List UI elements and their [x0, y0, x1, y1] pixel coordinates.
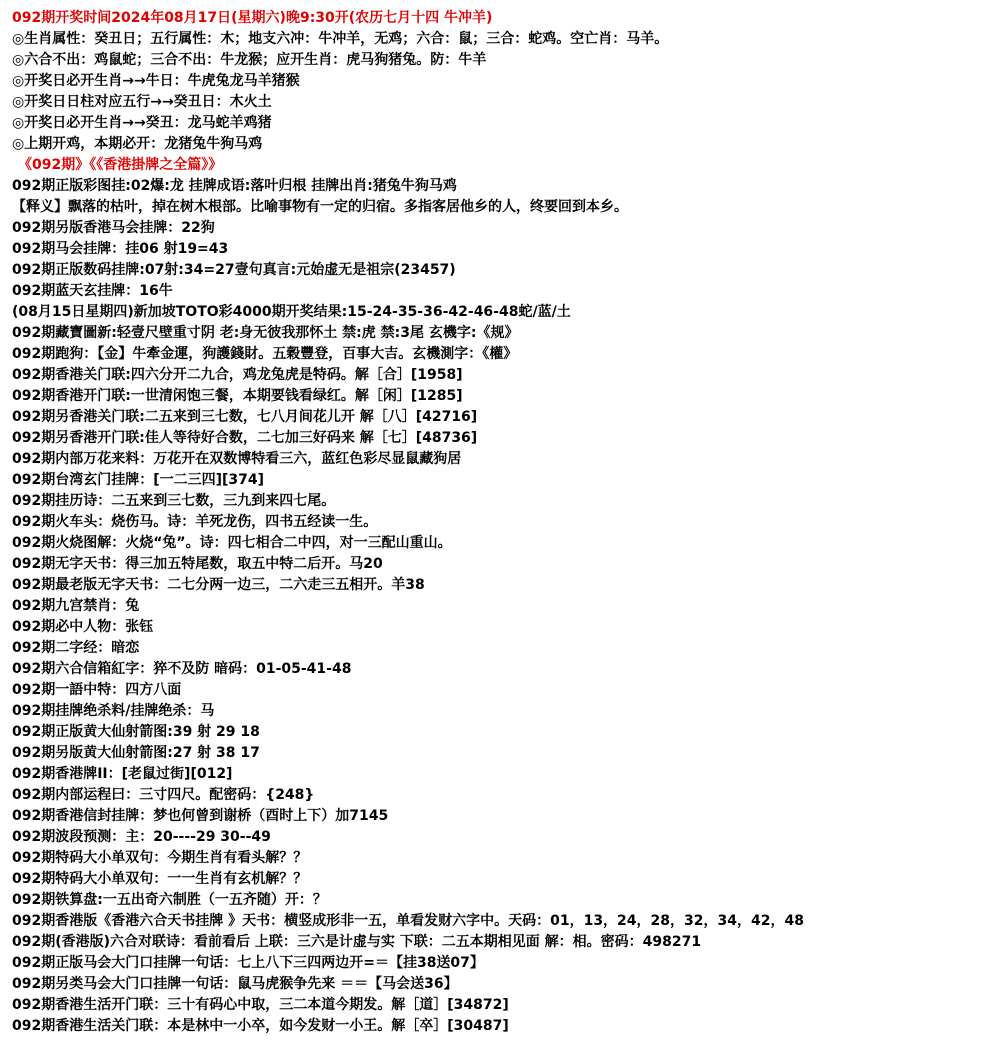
text-line: 092期火车头：烧伤马。诗：羊死龙伤，四书五经读一生。: [12, 514, 378, 530]
must-open-zodiac-guichou-line: ◎开奖日必开生肖→→癸丑：龙马蛇羊鸡猪: [12, 115, 272, 131]
text-line: 092期二字经：暗恋: [12, 640, 140, 656]
text-line: 092期火烧图解：火烧“兔”。诗：四七相合二中四，对一三配山重山。: [12, 535, 452, 551]
text-line: 092期香港信封挂牌：梦也何曾到谢桥（酉时上下）加7145: [12, 808, 389, 824]
text-line: 092期(香港版)六合对联诗：看前看后 上联：三六是计虚与实 下联：二五本期相见面 解：相。密码：498271: [12, 934, 702, 950]
text-line: 092期挂历诗：二五来到三七数，三九到来四七尾。: [12, 493, 336, 509]
text-line: 092期九宫禁肖：兔: [12, 598, 140, 614]
text-line: 092期一語中特：四方八面: [12, 682, 182, 698]
text-line: 092期六合信箱紅字：猝不及防 暗码：01-05-41-48: [12, 661, 352, 677]
text-line: 092期香港生活关门联：本是林中一小卒，如今发财一小王。解［卒］[30487]: [12, 1018, 509, 1034]
text-line: 092期内部万花来料：万花开在双数博特看三六，蓝红色彩尽显鼠藏狗居: [12, 451, 462, 467]
section-heading: 《092期》《《香港掛牌之全篇》》: [18, 157, 223, 173]
text-line: 092期铁算盘:一五出奇六制胜（一五齐随）开：？: [12, 892, 327, 908]
last-period-line: ◎上期开鸡，本期必开：龙猪兔牛狗马鸡: [12, 136, 263, 152]
text-line: 092期香港关门联:四六分开二九合，鸡龙兔虎是特码。解［合］[1958]: [12, 367, 463, 383]
text-line: 092期另版黄大仙射箭图:27 射 38 17: [12, 745, 260, 761]
text-line: 092期特码大小单双句：一一生肖有玄机解？？: [12, 871, 308, 887]
liuhe-not-out-line: ◎六合不出：鸡鼠蛇；三合不出：牛龙猴；应开生肖：虎马狗猪兔。防：牛羊: [12, 52, 487, 68]
text-line: 092期香港牌II：[老鼠过街][012]: [12, 766, 233, 782]
text-line: 092期马会挂牌：挂06 射19=43: [12, 241, 229, 257]
text-line: 092期藏寶圖新:轻壹尺壁重寸阴 老:身无彼我那怀土 禁:虎 禁:3尾 玄機字:《规》: [12, 325, 519, 341]
color-chart-line: 092期正版彩图挂:02爆:龙 挂牌成语:落叶归根 挂牌出肖:猪兔牛狗马鸡: [12, 178, 457, 194]
text-line: 092期蓝天玄挂牌：16牛: [12, 283, 173, 299]
document-body: [12, 8, 992, 1037]
draw-time-line: 092期开奖时间2024年08月17日(星期六)晚9:30开(农历七月十四 牛冲羊): [12, 10, 493, 26]
text-line: 092期正版马会大门口挂牌一句话：七上八下三四两边开=＝【挂38送07】: [12, 955, 484, 971]
text-line: 092期最老版无字天书：二七分两一边三，二六走三五相开。羊38: [12, 577, 425, 593]
text-line: 092期无字天书：得三加五特尾数，取五中特二后开。马20: [12, 556, 383, 572]
text-line: 092期台湾玄门挂牌：[一二三四][374]: [12, 472, 265, 488]
text-line: 092期另香港关门联:二五来到三七数，七八月间花儿开 解［八］[42716]: [12, 409, 478, 425]
day-pillar-elements-line: ◎开奖日日柱对应五行→→癸丑日：木火土: [12, 94, 272, 110]
zodiac-attributes-line: ◎生肖属性：癸丑日；五行属性：木；地支六冲：牛冲羊，无鸡；六合：鼠；三合：蛇鸡。空亡肖：马羊。: [12, 31, 669, 47]
text-line: 092期内部运程曰：三寸四尺。配密码：{248}: [12, 787, 315, 803]
text-line: 092期香港生活开门联：三十有码心中取，三二本道今期发。解［道］[34872]: [12, 997, 509, 1013]
must-open-zodiac-day-line: ◎开奖日必开生肖→→牛日：牛虎兔龙马羊猪猴: [12, 73, 300, 89]
text-line: 092期挂牌绝杀料/挂牌绝杀：马: [12, 703, 215, 719]
text-line: 092期正版黄大仙射箭图:39 射 29 18: [12, 724, 260, 740]
idiom-explanation-line: 【释义】飘落的枯叶，掉在树木根部。比喻事物有一定的归宿。多指客居他乡的人，终要回到本乡。: [12, 199, 628, 215]
text-line: 092期波段预测：主：20----29 30--49: [12, 829, 271, 845]
text-line: 092期香港开门联:一世清闲饱三餐，本期要钱看绿红。解［闲］[1285]: [12, 388, 463, 404]
text-line: (08月15日星期四)新加坡TOTO彩4000期开奖结果:15-24-35-36-42-46-48蛇/蓝/土: [12, 304, 571, 320]
text-line: 092期另香港开门联:佳人等待好合数，二七加三好码来 解［七］[48736]: [12, 430, 478, 446]
text-line: 092期另版香港马会挂牌：22狗: [12, 220, 215, 236]
text-line: 092期香港版《香港六合天书挂牌 》天书：横竖成形非一五，单看发财六字中。天码：01，13，24，28，32，34，42，48: [12, 913, 804, 929]
text-line: 092期正版数码挂牌:07射:34=27壹句真言:元始虚无是祖宗(23457): [12, 262, 456, 278]
text-line: 092期另类马会大门口挂牌一句话：鼠马虎猴争先来 ＝＝【马会送36】: [12, 976, 458, 992]
text-line: 092期必中人物：张钰: [12, 619, 154, 635]
text-line: 092期跑狗：【金】牛牽金運，狗護錢財。五穀豐登，百事大吉。玄機測字：《權》: [12, 346, 518, 362]
text-line: 092期特码大小单双句：今期生肖有看头解？？: [12, 850, 308, 866]
